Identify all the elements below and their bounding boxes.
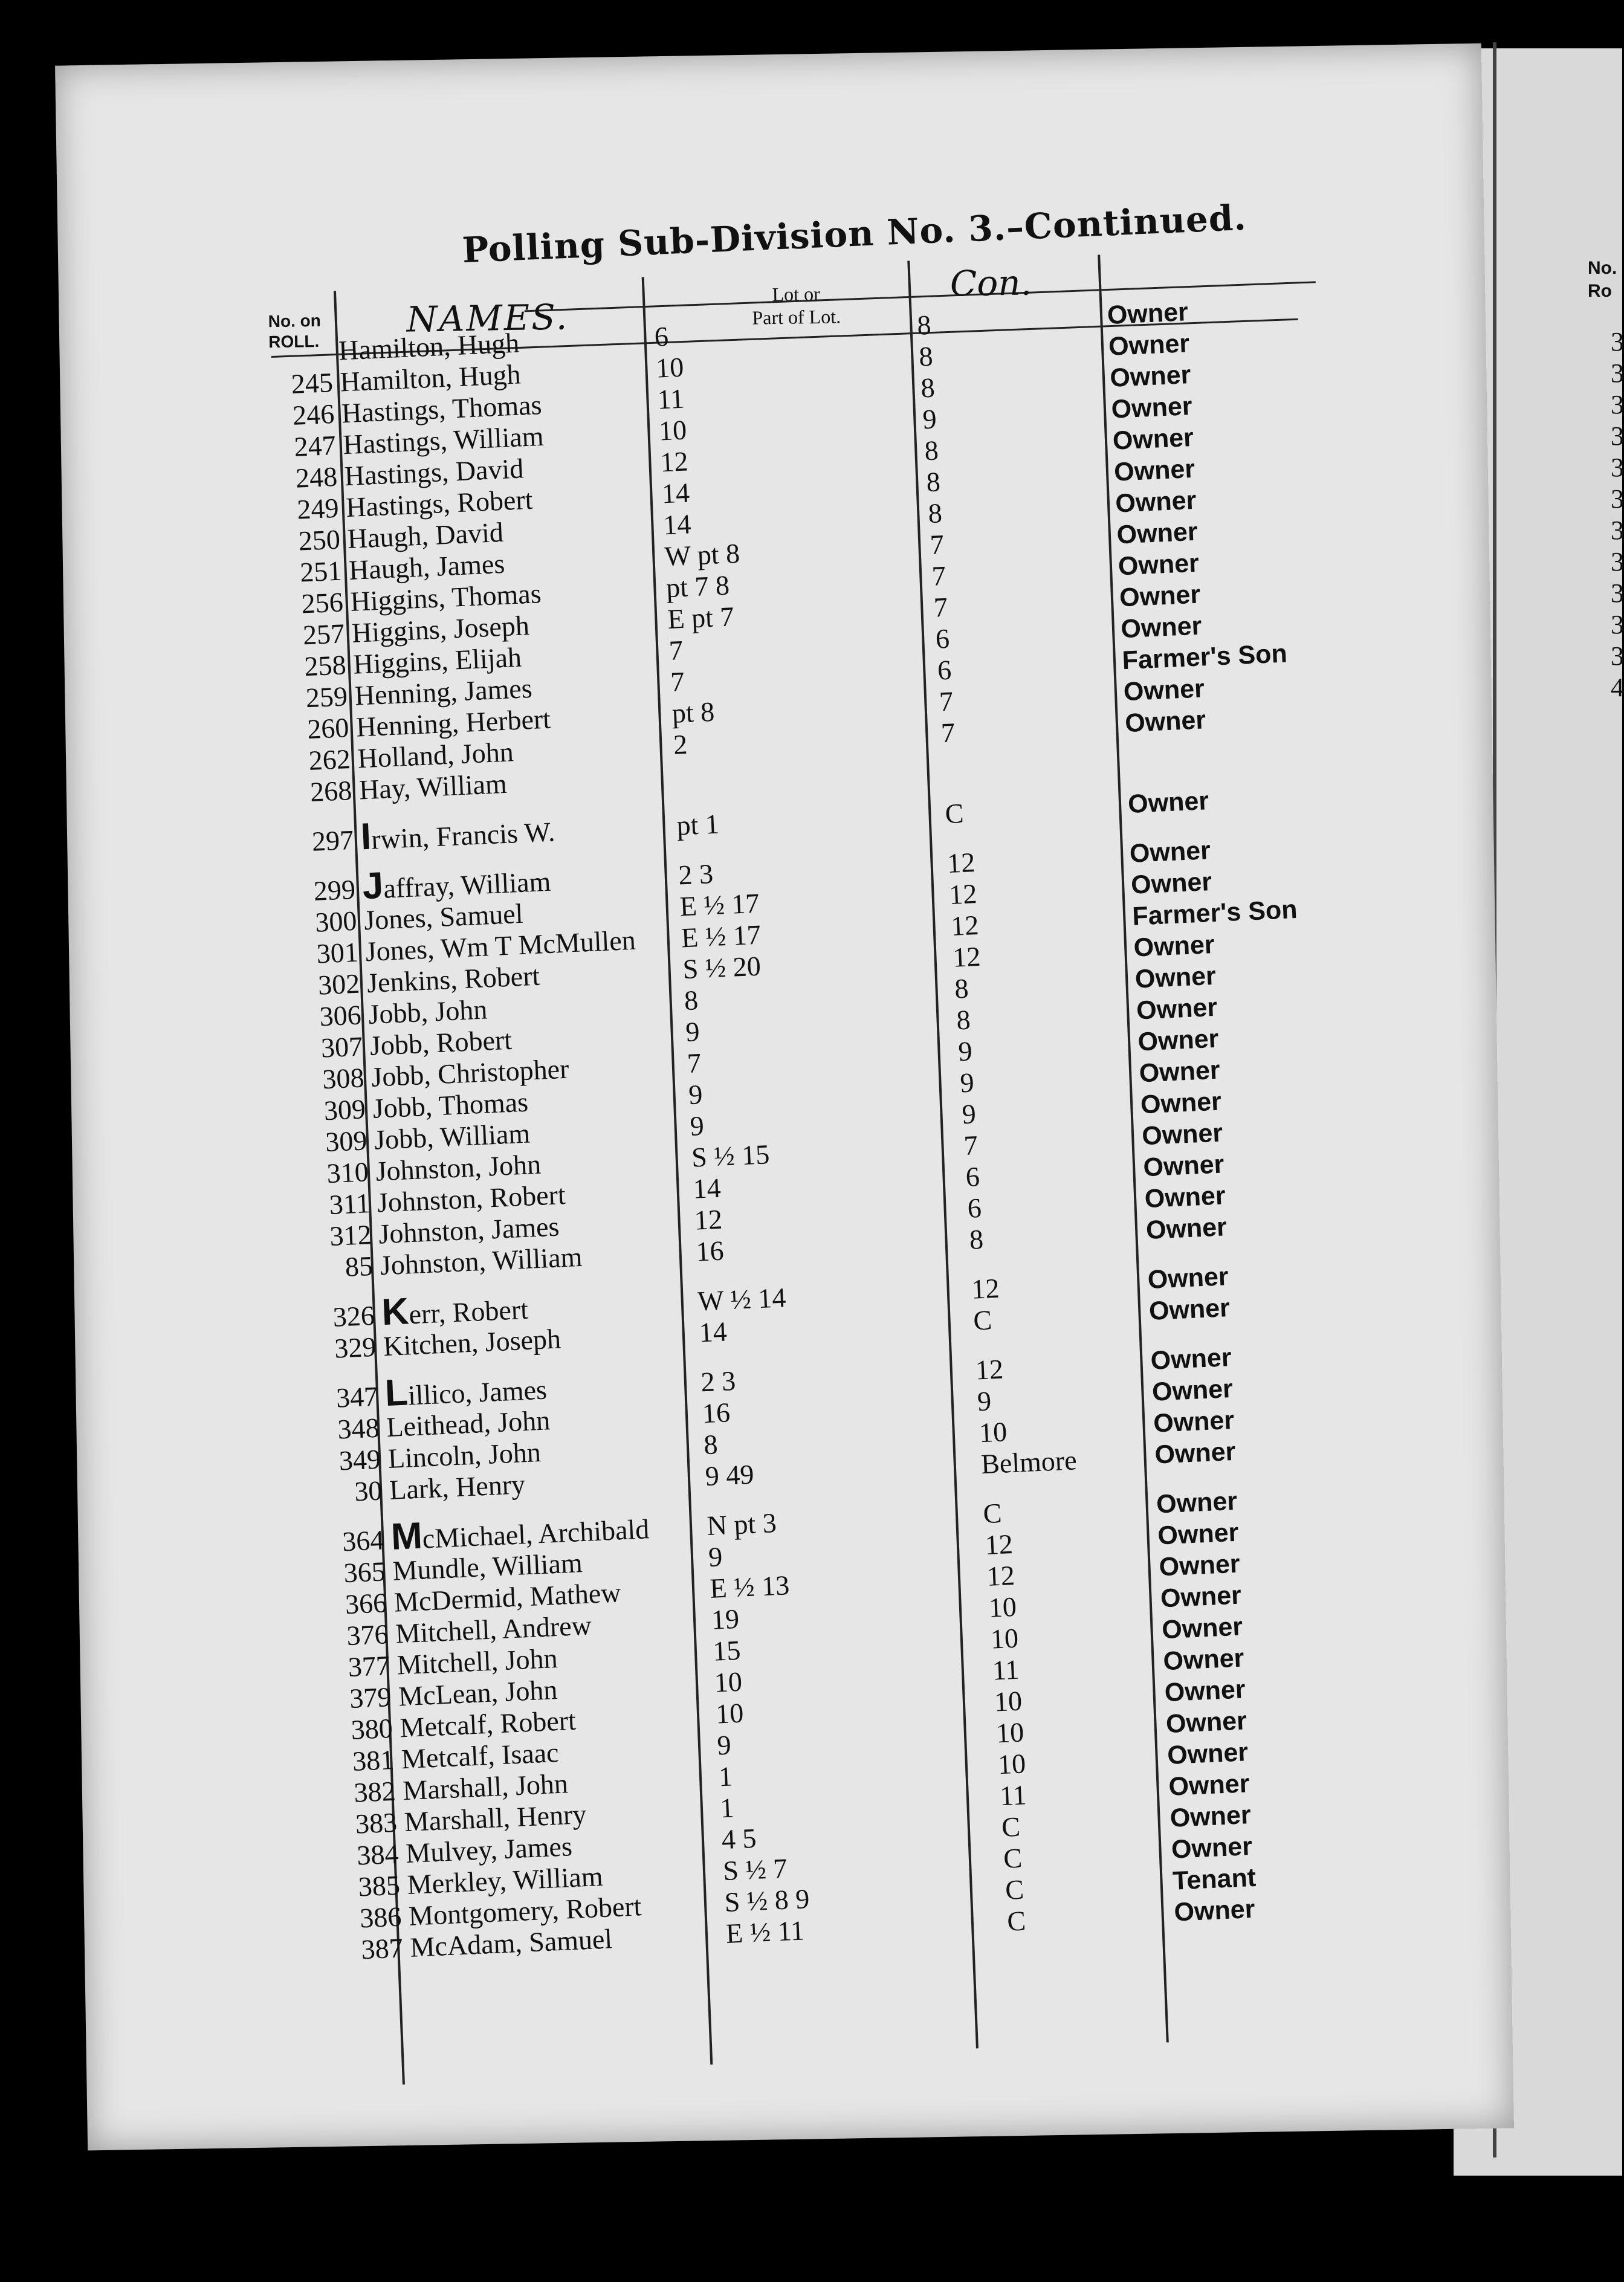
roll-number: 312 bbox=[329, 1219, 372, 1252]
lot-value: 9 49 bbox=[704, 1458, 755, 1492]
con-value: 6 bbox=[934, 622, 951, 655]
roll-number: 250 bbox=[297, 523, 341, 557]
voter-name-text: Haugh, James bbox=[348, 548, 506, 586]
lot-value: pt 8 bbox=[671, 696, 716, 729]
con-value: Belmore bbox=[980, 1444, 1078, 1480]
status-value: Owner bbox=[1171, 1831, 1253, 1864]
adjacent-page-digit: 3 bbox=[1611, 516, 1624, 545]
voter-name-text: Mitchell, John bbox=[396, 1642, 558, 1681]
adjacent-page-digit: 3 bbox=[1611, 547, 1624, 577]
status-value: Owner bbox=[1120, 611, 1203, 644]
con-value: 7 bbox=[933, 591, 949, 623]
roll-number: 256 bbox=[300, 586, 344, 619]
lot-value: 9 bbox=[708, 1540, 723, 1573]
voter-name-text: Metcalf, Isaac bbox=[401, 1736, 560, 1775]
roll-number: 365 bbox=[343, 1556, 386, 1589]
status-value: Owner bbox=[1110, 391, 1193, 424]
column-header-lot: Lot or Part of Lot. bbox=[752, 282, 841, 329]
voter-name-text: McAdam, Samuel bbox=[409, 1923, 613, 1963]
lot-value: 14 bbox=[661, 477, 690, 509]
con-value: 12 bbox=[984, 1528, 1014, 1560]
voter-name-text: Jobb, John bbox=[367, 994, 488, 1030]
status-value: Owner bbox=[1133, 929, 1215, 963]
lot-value: 9 bbox=[685, 1016, 700, 1048]
section-initial: I bbox=[360, 815, 372, 858]
status-value: Owner bbox=[1134, 961, 1217, 994]
con-value: C bbox=[972, 1304, 993, 1336]
lot-value: W ½ 14 bbox=[697, 1282, 787, 1317]
roll-number: 311 bbox=[328, 1188, 371, 1220]
roll-number: 245 bbox=[290, 367, 334, 399]
con-value: 12 bbox=[971, 1272, 1000, 1305]
voter-name-text: Higgins, Joseph bbox=[351, 610, 530, 648]
roll-number: 247 bbox=[293, 429, 337, 462]
adjacent-page-digit: 3 bbox=[1611, 578, 1624, 608]
status-value: Owner bbox=[1136, 992, 1218, 1026]
voter-name-text: Holland, John bbox=[357, 736, 514, 774]
lot-value: E ½ 17 bbox=[679, 887, 760, 922]
con-value: 10 bbox=[989, 1622, 1019, 1655]
con-value: 8 bbox=[954, 972, 969, 1004]
lot-value: 7 bbox=[670, 665, 685, 697]
roll-number: 381 bbox=[352, 1744, 395, 1777]
con-value: 6 bbox=[936, 654, 953, 686]
voter-name-text: Hastings, David bbox=[343, 453, 525, 492]
roll-number: 246 bbox=[292, 398, 335, 431]
lot-value: 8 bbox=[683, 984, 699, 1017]
status-value: Owner bbox=[1144, 1181, 1226, 1214]
status-value: Owner bbox=[1124, 705, 1207, 739]
roll-number: 268 bbox=[309, 775, 353, 807]
voter-name-text: err, Robert bbox=[408, 1293, 529, 1330]
con-value: 10 bbox=[993, 1685, 1023, 1718]
voter-name-text: Hamilton, Hugh bbox=[338, 327, 520, 366]
lot-value: 9 bbox=[689, 1110, 705, 1142]
status-value: Owner bbox=[1123, 674, 1205, 707]
roll-number: 349 bbox=[338, 1443, 382, 1476]
roll-number: 348 bbox=[337, 1412, 380, 1445]
status-value: Owner bbox=[1128, 836, 1211, 868]
lot-value: pt 1 bbox=[676, 808, 720, 841]
status-value: Owner bbox=[1165, 1706, 1247, 1739]
status-value: Owner bbox=[1130, 867, 1213, 900]
status-value: Tenant bbox=[1172, 1863, 1257, 1896]
status-value: Owner bbox=[1106, 297, 1189, 330]
status-value: Owner bbox=[1153, 1405, 1235, 1438]
con-value: 8 bbox=[916, 309, 932, 341]
status-value: Owner bbox=[1147, 1262, 1229, 1295]
con-value: 8 bbox=[920, 372, 936, 404]
voter-name-text: Lincoln, John bbox=[387, 1436, 542, 1474]
voter-name-text: Marshall, John bbox=[402, 1768, 569, 1806]
con-value: 9 bbox=[957, 1035, 973, 1067]
status-value: Owner bbox=[1140, 1087, 1222, 1120]
status-value: Owner bbox=[1142, 1149, 1225, 1183]
voter-name-text: cMichael, Archibald bbox=[421, 1513, 650, 1554]
voter-name-text: affray, William bbox=[383, 865, 552, 904]
roll-number: 385 bbox=[357, 1869, 401, 1902]
con-value: 7 bbox=[931, 560, 946, 592]
roll-number: 377 bbox=[347, 1650, 391, 1683]
roll-number: 302 bbox=[317, 968, 361, 1001]
status-value: Owner bbox=[1173, 1894, 1256, 1927]
lot-value: S ½ 20 bbox=[682, 950, 762, 985]
lot-value: S ½ 8 9 bbox=[723, 1883, 810, 1918]
status-value: Owner bbox=[1137, 1024, 1220, 1057]
roll-number: 259 bbox=[305, 680, 349, 714]
con-value: 8 bbox=[956, 1004, 971, 1036]
voter-name-text: Marshall, Henry bbox=[403, 1799, 587, 1838]
roll-number: 347 bbox=[335, 1380, 379, 1414]
voter-name-text: Mulvey, James bbox=[405, 1831, 573, 1869]
con-value: 8 bbox=[924, 435, 939, 467]
roll-number: 366 bbox=[345, 1587, 388, 1620]
roll-number: 326 bbox=[332, 1299, 375, 1333]
voter-name-text: Jobb, Thomas bbox=[372, 1086, 529, 1124]
lot-value: E pt 7 bbox=[667, 601, 735, 635]
voter-name-text: Lark, Henry bbox=[389, 1469, 526, 1505]
voter-name-text: Henning, Herbert bbox=[355, 703, 552, 743]
status-value: Owner bbox=[1150, 1343, 1232, 1375]
con-value: 10 bbox=[997, 1748, 1027, 1780]
status-value: Owner bbox=[1118, 548, 1200, 581]
roll-number: 380 bbox=[350, 1712, 393, 1745]
voter-name bbox=[383, 1322, 561, 1362]
roll-number: 309 bbox=[325, 1125, 368, 1158]
roll-number: 258 bbox=[303, 649, 347, 682]
status-value: Owner bbox=[1127, 786, 1210, 819]
con-value: 6 bbox=[965, 1161, 980, 1193]
roll-number: 300 bbox=[314, 905, 358, 938]
voter-name-text: Johnston, John bbox=[375, 1148, 542, 1187]
lot-value: 9 bbox=[716, 1729, 732, 1761]
status-value: Owner bbox=[1162, 1643, 1245, 1676]
lot-value: 9 bbox=[688, 1078, 704, 1110]
adjacent-page-digit: 3 bbox=[1611, 390, 1624, 419]
roll-number: 306 bbox=[319, 999, 362, 1032]
adjacent-page-header: No. Ro bbox=[1588, 258, 1617, 301]
lot-value: 2 bbox=[673, 728, 688, 760]
voter-name-text: Hastings, Thomas bbox=[341, 389, 543, 429]
lot-value: pt 7 8 bbox=[665, 569, 730, 604]
roll-number: 376 bbox=[346, 1618, 389, 1652]
con-value: 12 bbox=[946, 847, 976, 879]
voter-name-text: Jones, Samuel bbox=[363, 897, 524, 936]
roll-number: 382 bbox=[353, 1775, 396, 1808]
section-initial: K bbox=[381, 1290, 410, 1334]
status-value: Farmer's Son bbox=[1131, 894, 1298, 931]
lot-value: 2 3 bbox=[678, 858, 714, 891]
voter-name-text: Montgomery, Robert bbox=[408, 1890, 642, 1931]
roll-number: 307 bbox=[320, 1030, 364, 1064]
voter-name-text: illico, James bbox=[407, 1374, 548, 1411]
adjacent-page-digit: 3 bbox=[1611, 610, 1624, 639]
con-value: 8 bbox=[927, 497, 943, 529]
voter-name-text: Leithead, John bbox=[386, 1404, 551, 1443]
voter-name-text: Jobb, Robert bbox=[369, 1024, 513, 1061]
lot-value: 6 bbox=[653, 320, 669, 352]
status-value: Owner bbox=[1114, 485, 1197, 519]
con-value: C bbox=[1003, 1842, 1023, 1874]
voter-name-text: Jobb, Christopher bbox=[370, 1053, 570, 1093]
status-value: Owner bbox=[1138, 1055, 1221, 1088]
con-value: C bbox=[1006, 1905, 1027, 1937]
voter-name-text: Hastings, Robert bbox=[345, 483, 534, 523]
status-value: Owner bbox=[1169, 1800, 1252, 1833]
voter-name-text: Johnston, Robert bbox=[376, 1178, 566, 1218]
voter-name-text: Hay, William bbox=[358, 768, 508, 806]
adjacent-page-digit: 4 bbox=[1611, 673, 1624, 702]
voter-name-text: Mundle, William bbox=[392, 1547, 583, 1586]
status-value: Owner bbox=[1113, 454, 1196, 487]
con-value: 9 bbox=[922, 403, 937, 435]
voter-name-text: Hamilton, Hugh bbox=[339, 358, 522, 398]
roll-number: 364 bbox=[341, 1524, 385, 1557]
voter-name-text: McLean, John bbox=[398, 1674, 558, 1712]
con-value: 8 bbox=[968, 1223, 984, 1255]
roll-number: 299 bbox=[312, 873, 357, 907]
con-value: 10 bbox=[988, 1591, 1017, 1623]
adjacent-page-digit: 3 bbox=[1611, 327, 1624, 357]
lot-value: 19 bbox=[710, 1603, 740, 1635]
status-value: Farmer's Son bbox=[1121, 639, 1288, 676]
adjacent-page-digit: 3 bbox=[1611, 641, 1624, 671]
voter-name-text: Haugh, David bbox=[346, 516, 504, 555]
adjacent-page-digit: 3 bbox=[1611, 358, 1624, 388]
status-value: Owner bbox=[1116, 517, 1199, 550]
lot-value: 15 bbox=[712, 1634, 742, 1667]
status-value: Owner bbox=[1161, 1612, 1244, 1645]
status-value: Owner bbox=[1151, 1374, 1234, 1407]
roll-number: 262 bbox=[308, 743, 351, 777]
lot-value: 12 bbox=[693, 1203, 723, 1236]
roll-number: 30 bbox=[354, 1475, 383, 1507]
voter-name bbox=[360, 815, 555, 856]
lot-value: 10 bbox=[655, 351, 685, 384]
roll-number: 257 bbox=[302, 618, 346, 651]
con-value: C bbox=[1001, 1811, 1021, 1843]
con-value: 12 bbox=[948, 878, 978, 910]
con-value: 12 bbox=[986, 1559, 1015, 1592]
con-value: 8 bbox=[925, 466, 941, 498]
status-value: Owner bbox=[1109, 360, 1192, 393]
lot-value: S ½ 15 bbox=[691, 1139, 771, 1173]
con-value: 10 bbox=[995, 1716, 1025, 1749]
register-page bbox=[55, 44, 1514, 2151]
con-value: 11 bbox=[999, 1779, 1027, 1812]
roll-number: 308 bbox=[322, 1062, 365, 1095]
status-value: Owner bbox=[1111, 422, 1194, 456]
voter-name-text: Jenkins, Robert bbox=[366, 960, 541, 999]
lot-value: 14 bbox=[662, 508, 692, 541]
status-value: Owner bbox=[1145, 1212, 1228, 1246]
column-header-roll: No. on ROLL. bbox=[268, 311, 322, 352]
lot-value: 16 bbox=[701, 1397, 731, 1429]
lot-value: 1 bbox=[717, 1760, 734, 1792]
adjacent-page-digit: 3 bbox=[1611, 453, 1624, 482]
voter-name-text: Jobb, William bbox=[374, 1117, 531, 1156]
lot-value: W pt 8 bbox=[664, 537, 741, 572]
roll-number: 384 bbox=[356, 1838, 400, 1871]
lot-value: 10 bbox=[658, 414, 688, 447]
lot-value: E ½ 17 bbox=[681, 919, 762, 954]
con-value: 6 bbox=[966, 1192, 982, 1224]
lot-value: 1 bbox=[719, 1792, 735, 1824]
voter-name-text: Johnston, William bbox=[379, 1241, 583, 1281]
roll-number: 248 bbox=[294, 461, 338, 494]
con-value: 12 bbox=[950, 909, 980, 942]
lot-value: 7 bbox=[668, 634, 684, 666]
lot-value: 11 bbox=[656, 383, 685, 415]
con-value: 7 bbox=[929, 529, 945, 560]
roll-number: 310 bbox=[326, 1156, 369, 1189]
column-header-names: NAMES. bbox=[406, 296, 569, 340]
voter-name-text: Merkley, William bbox=[406, 1860, 604, 1900]
con-value: 7 bbox=[938, 685, 954, 717]
section-initial: L bbox=[384, 1371, 409, 1415]
voter-name-text: Henning, James bbox=[354, 672, 533, 711]
status-value: Owner bbox=[1158, 1549, 1241, 1582]
status-value: Owner bbox=[1160, 1580, 1242, 1614]
lot-value: N pt 3 bbox=[706, 1507, 777, 1542]
section-initial: J bbox=[361, 864, 384, 908]
voter-name-text: Johnston, James bbox=[378, 1210, 560, 1250]
lot-value: 14 bbox=[698, 1316, 728, 1348]
voter-name-text: Higgins, Thomas bbox=[349, 578, 542, 617]
voter-name-text: Hastings, William bbox=[342, 420, 545, 461]
con-value: C bbox=[982, 1497, 1003, 1530]
roll-number: 329 bbox=[334, 1331, 377, 1364]
lot-value: S ½ 7 bbox=[722, 1852, 788, 1887]
status-value: Owner bbox=[1154, 1437, 1237, 1470]
lot-value: 10 bbox=[713, 1666, 743, 1698]
voter-name bbox=[389, 1468, 526, 1506]
section-initial: M bbox=[390, 1514, 424, 1558]
roll-number: 386 bbox=[359, 1901, 403, 1934]
roll-number: 251 bbox=[299, 555, 343, 588]
lot-value: 7 bbox=[686, 1047, 702, 1079]
status-value: Owner bbox=[1141, 1118, 1224, 1151]
roll-number: 297 bbox=[311, 824, 355, 857]
con-value: 9 bbox=[959, 1067, 975, 1099]
roll-number: 379 bbox=[349, 1681, 392, 1714]
lot-value: 4 5 bbox=[720, 1822, 757, 1855]
lot-value: 14 bbox=[692, 1172, 722, 1204]
lot-value: 8 bbox=[703, 1429, 719, 1461]
roll-number: 383 bbox=[354, 1806, 398, 1840]
lot-value: E ½ 13 bbox=[709, 1569, 791, 1604]
status-value: Owner bbox=[1148, 1293, 1231, 1326]
roll-number: 301 bbox=[315, 936, 359, 969]
con-value: 10 bbox=[978, 1416, 1008, 1449]
column-header-con: Con. bbox=[949, 262, 1032, 305]
con-value: 12 bbox=[974, 1353, 1004, 1386]
voter-name-text: McDermid, Mathew bbox=[393, 1577, 622, 1618]
status-value: Owner bbox=[1168, 1769, 1250, 1802]
status-value: Owner bbox=[1166, 1737, 1249, 1770]
voter-name-text: Kitchen, Joseph bbox=[383, 1323, 561, 1362]
con-value: 12 bbox=[952, 940, 982, 973]
con-value: 11 bbox=[991, 1653, 1020, 1686]
page-title: Polling Sub-Division No. 3.–Continued. bbox=[461, 196, 1247, 271]
lot-value: 16 bbox=[695, 1235, 725, 1267]
voter-name-text: Metcalf, Robert bbox=[399, 1704, 577, 1744]
voter-name bbox=[358, 768, 508, 806]
con-value: C bbox=[1004, 1873, 1025, 1905]
lot-value: 12 bbox=[659, 445, 689, 478]
con-value: 7 bbox=[963, 1130, 979, 1162]
adjacent-page-digit: 3 bbox=[1611, 421, 1624, 451]
status-value: Owner bbox=[1119, 580, 1202, 613]
adjacent-page-digit: 3 bbox=[1611, 484, 1624, 514]
status-value: Owner bbox=[1163, 1675, 1246, 1708]
roll-number: 387 bbox=[360, 1932, 404, 1965]
roll-number: 85 bbox=[344, 1250, 374, 1282]
status-value: Owner bbox=[1108, 329, 1191, 361]
con-value: C bbox=[944, 797, 965, 830]
con-value: 8 bbox=[918, 340, 934, 372]
lot-value: 2 3 bbox=[700, 1365, 737, 1398]
con-value: 9 bbox=[961, 1098, 977, 1130]
lot-value: 10 bbox=[715, 1697, 745, 1730]
roll-number: 260 bbox=[306, 712, 350, 745]
voter-name-text: Jones, Wm T McMullen bbox=[364, 924, 636, 968]
voter-name-text: Higgins, Elijah bbox=[352, 641, 522, 680]
voter-name-text: rwin, Francis W. bbox=[370, 816, 556, 855]
con-value: 7 bbox=[940, 717, 956, 749]
con-value: 9 bbox=[976, 1385, 992, 1417]
status-value: Owner bbox=[1157, 1518, 1240, 1551]
roll-number: 249 bbox=[296, 492, 340, 525]
roll-number: 309 bbox=[323, 1093, 366, 1126]
lot-value: E ½ 11 bbox=[725, 1915, 806, 1950]
status-value: Owner bbox=[1156, 1486, 1238, 1519]
voter-name-text: Mitchell, Andrew bbox=[395, 1609, 592, 1649]
